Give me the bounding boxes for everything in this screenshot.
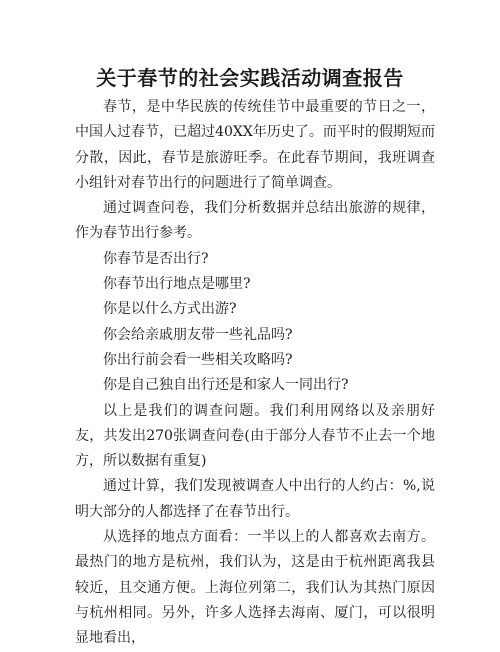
paragraph-survey-distribution: 以上是我们的调查问题。我们利用网络以及亲朋好友，共发出270张调查问卷(由于部分人春节不止去一个地方，所以数据有重复) [75, 402, 435, 470]
question-gifts: 你会给亲戚朋友带一些礼品吗? [103, 326, 293, 343]
paragraph-method: 通过调查问卷，我们分析数据并总结出旅游的规律，作为春节出行参考。 [75, 200, 435, 242]
document-body [75, 95, 435, 652]
question-travel: 你春节是否出行? [103, 250, 209, 267]
paragraph-travel-ratio: 通过计算，我们发现被调查人中出行的人约占：%,说明大部分的人都选择了在春节出行。 [75, 478, 435, 520]
question-guides: 你出行前会看一些相关攻略吗? [103, 351, 293, 368]
document-title: 关于春节的社会实践活动调查报告 [96, 66, 404, 90]
question-mode: 你是以什么方式出游? [103, 301, 237, 318]
paragraph-destinations: 从选择的地点方面看：一半以上的人都喜欢去南方。最热门的地方是杭州，我们认为，这是由于杭州距离我县较近，且交通方便。上海位列第二，我们认为其热门原因与杭州相同。另外，许多人选择去海南、厦门，可以很明显地看出， [75, 529, 435, 647]
paragraph-intro: 春节，是中华民族的传统佳节中最重要的节日之一，中国人过春节，已超过40XX年历史了。而平时的假期短而分散，因此，春节是旅游旺季。在此春节期间，我班调查小组针对春节出行的问题进行了简单调查。 [75, 99, 435, 191]
question-destination: 你春节出行地点是哪里? [103, 276, 251, 293]
question-companions: 你是自己独自出行还是和家人一同出行? [103, 377, 349, 394]
